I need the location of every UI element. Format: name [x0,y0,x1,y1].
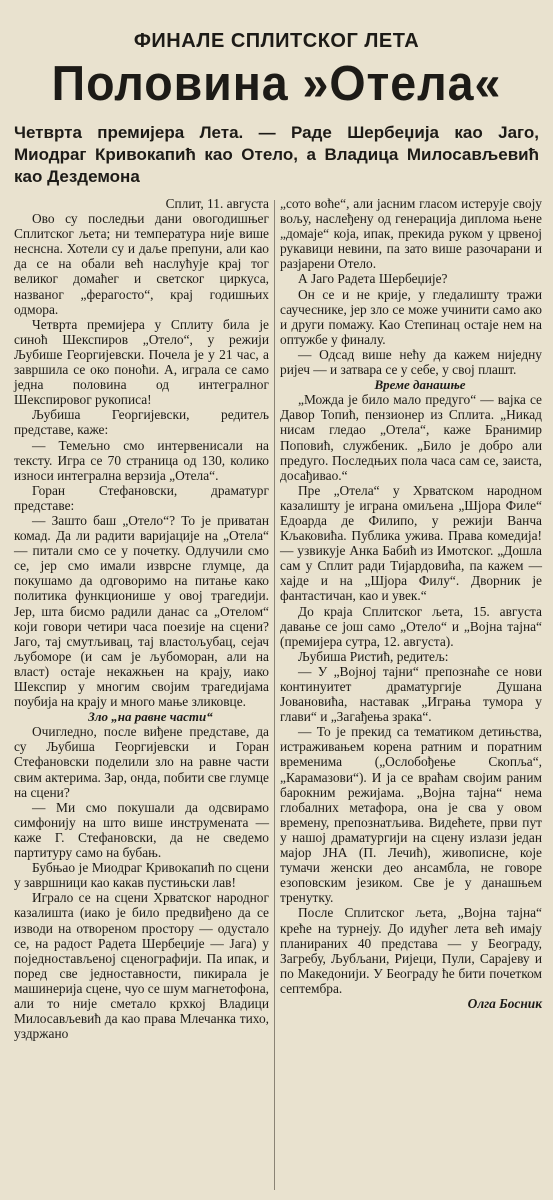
paragraph: До краја Сплитског љета, 15. августа давање се још само „Отело“ и „Војна тајна“ (премијера сутра, 12. августа). [280,603,542,649]
paragraph: Ово су последњи дани овогодишњег Сплитског љета; ни температура није више неснсна. Хотели су и даље препуни, али као да се на обали већ наслућује крај тог великог домаћег и светског циркуса, названог „ферагосто“, крај годишњих одмора. [14,211,269,317]
column-divider [274,200,275,1190]
deck: Четврта премијера Лета. — Раде Шербеџија као Јаго, Миодраг Кривокапић као Отело, а Владица Милосављевић као Дездемона [14,123,539,186]
headline: Половина »Отела« [51,57,502,111]
paragraph: — То је прекид са тематиком детињства, истраживањем корена ратним и поратним временима („Ослобођење Скопља“, „Карамазови“). И ја се враћам својим раним барокним режијама. „Војна тајна“ нема глобалних метафора, она је сва у овом времену, препознатљива. Видећете, први пут у нашој драматургији на сцену излази један мајор ЈНА (П. Лечић), живописне, које тумачи женски део ансамбла, не говоре езоповским језиком. Све је у данашњем тренутку. [280,724,542,906]
paragraph: — Ми смо покушали да одсвирамо симфонију на што више инструмената — каже Г. Стефановски, да не сведемо партитуру само на бубањ. [14,799,269,861]
paragraph: Четврта премијера у Сплиту била је синоћ Шекспиров „Отело“, у режији Љубише Георгијевски. Почела је у 21 час, а завршила се око поноћи. А, играла се само једна половина од интегралног Шекспировог рукописа! [14,316,269,408]
paragraph: Бубњао је Миодраг Кривокапић по сцени у завршници као какав пустињски лав! [14,860,269,891]
paragraph: Играло се на сцени Хрватског народног казалишта (иако је било предвиђено да се изводи на отвореном простору — одустало се, на радост Радета Шербеџије — Јага) у поједностављеној сценографији. Па ипак, и поред све једноставности, пикирала је машинерија сцене, чуо се шум магнетофона, али то није сметало крхкој Владици Милосављевић да као права Млечанка тихо, уздржано [14,890,269,1042]
paragraph: — Одсад више нећу да кажем ниједну ријеч — и затвара се у себе, у свој плашт. [280,346,542,378]
kicker: ФИНАЛЕ СПЛИТСКОГ ЛЕТА [133,30,420,52]
paragraph: „Можда је било мало предуго“ — вајка се Давор Топић, пензионер из Сплита. „Никад нисам гледао „Отела“, каже Бранимир Поповић, службеник. „Било је добро али предуго. Последњих пола часа сам се, заиста, досађивао.“ [280,392,542,483]
paragraph: Пре „Отела“ у Хрватском народном казалишту је играна омиљена „Шјора Филе“ Едоарда де Филипо, у режији Ванча Кљаковића. Публика ужива. Права комедија! — узвикује Анка Бабић из Имотског. „Дошла сам у Сплит ради Тијардовића, па кажем — хајде и на „Шјора Филу“. Дворник је фантастичан, као и увек.“ [280,482,542,604]
paragraph: — Зашто баш „Отело“? То је приватан комад. Да ли радити варијације на „Отела“ — питали смо се у почетку. Одлучили смо се, јер смо имали изврсне глумце, да покушамо да одговоримо на питање како политика функционише у овој трагедији. Јер, шта бисмо радили данас са „Отелом“ који говори четири часа поезије на сцени? Јаго, тај смутљивац, тај властољубац, сејач љубоморе (и сам је љубоморан, али на власт) остаје некажњен на крају, иако Шекспир у многим својим трагедијама поубија на крају и много мање зликовце. [14,512,269,710]
subheading: Зло „на равне части“ [88,709,213,725]
paragraph: Горан Стефановски, драматург представе: [14,482,269,513]
paragraph: Очигледно, после виђене представе, да су Љубиша Георгијевски и Горан Стефановски поделили зло на равне части свим актерима. Зар, онда, побити све глумце на сцени? [14,724,269,800]
paragraph: Љубиша Георгијевски, редитељ представе, каже: [14,407,269,438]
article-body [14,196,544,1196]
subheading: Време данашње [374,377,466,393]
paragraph: „сото воће“, али јасним гласом истерује своју вољу, наслеђену од генерација диплома њене „домаје“ која, ипак, прекида руком у црвеној рукавици невини, па зато више разочарани и разјарени Отело. [280,196,542,272]
paragraph: — Темељно смо интервенисали на тексту. Игра се 70 страница од 130, колико износи интегрална верзија „Отела“. [14,437,269,483]
paragraph: После Сплитског љета, „Војна тајна“ креће на турнеју. До идућег лета већ имају планираних 40 представа — у Београду, Загребу, Љубљани, Ријеци, Пули, Сарајеву и по Македонији. У Београду ће бити почетком септембра. [280,905,542,996]
dateline: Сплит, 11. августа [165,196,269,211]
author-signature: Олга Босник [467,995,542,1011]
right-column [280,196,542,1011]
left-column [14,196,269,1041]
paragraph: Он се и не крије, у гледалишту тражи саучеснике, јер зло се може учинити само ако и други помажу. Као Степинац остаје нем на оптужбе у финалу. [280,286,542,347]
paragraph: — У „Војној тајни“ препознаће се нови континуитет драматургије Душана Јовановића, наставак „Играња тумора у глави“ и „Загађења зрака“. [280,663,542,725]
paragraph: Љубиша Ристић, редитељ: [298,648,449,664]
paragraph: А Јаго Радета Шербеџије? [298,271,448,287]
